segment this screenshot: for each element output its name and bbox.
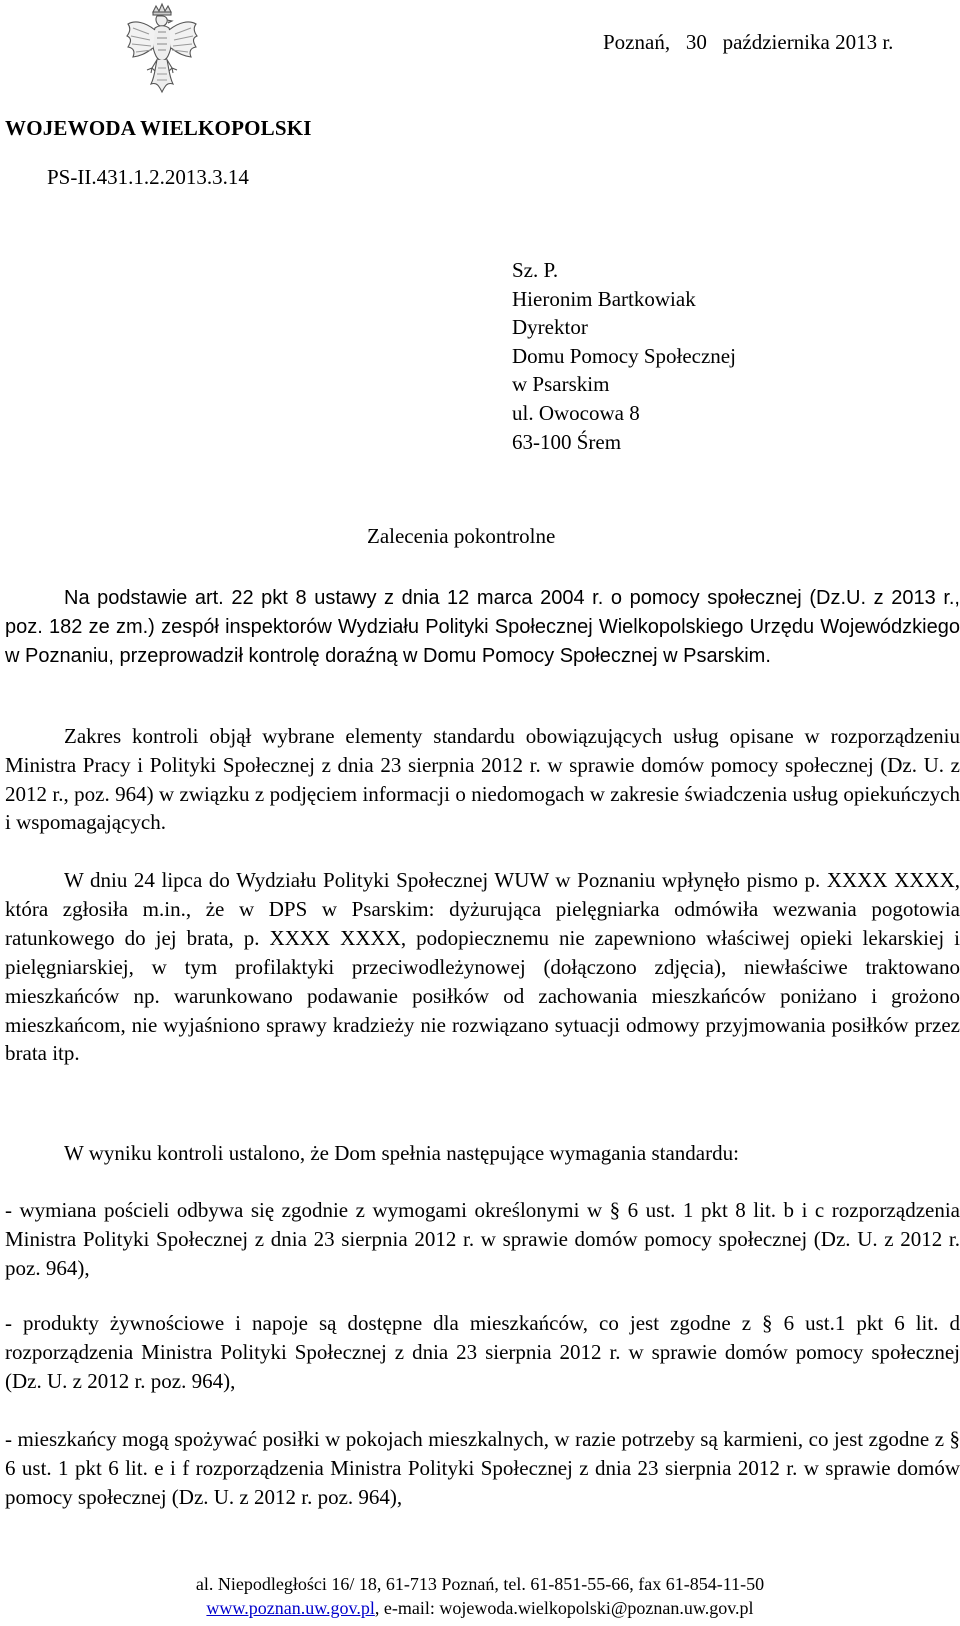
footer-email: , e-mail: wojewoda.wielkopolski@poznan.uw.gov.pl xyxy=(374,1598,754,1618)
addressee-line: Domu Pomocy Społecznej xyxy=(512,343,736,368)
finding-text: - mieszkańcy mogą spożywać posiłki w pokojach mieszkalnych, w razie potrzeby są karmieni, co jest zgodne z § 6 ust. 1 pkt 6 lit. e i f rozporządzenia Ministra Polityki Społecznej z dnia 23 sierpnia 2012 r. w sprawie domów pomocy społecznej (Dz. U. z 2012 r. poz. 964), xyxy=(5,1427,960,1509)
addressee-line: 63-100 Śrem xyxy=(512,429,622,454)
finding-item xyxy=(5,1196,960,1283)
place-date: Poznań, 30 października 2013 r. xyxy=(603,30,894,54)
finding-item xyxy=(5,1309,960,1396)
footer-address: al. Niepodległości 16/ 18, 61-713 Poznań, tel. 61-851-55-66, fax 61-854-11-50 xyxy=(195,1574,765,1594)
addressee-line: Hieronim Bartkowiak xyxy=(512,286,696,311)
finding-item xyxy=(5,1425,960,1512)
paragraph-text: W dniu 24 lipca do Wydziału Polityki Społecznej WUW w Poznaniu wpłynęło pismo p. XXXX XXXX, która zgłosiła m.in., że w DPS w Psarskim: dyżurująca pielęgniarka odmówiła wezwania pogotowia ratunkowego do jej brata, p. XXXX XXXX, podopiecznemu nie zapewniono właściwej opieki lekarskiej i pielęgniarskiej, w tym profilaktyki przeciwodleżynowej (dołączono zdjęcia), niewłaściwe traktowano mieszkańców np. warunkowano podawanie posiłków od zachowania mieszkańców poniżano i grożono mieszkańcom, nie wyjaśniono sprawy kradzieży nie rozwiązano sytuacji odmowy przyjmowania posiłków przez brata itp. xyxy=(5,868,960,1066)
addressee-line: Dyrektor xyxy=(512,315,588,340)
paragraph-scope xyxy=(5,722,960,837)
reference-number: PS-II.431.1.2.2013.3.14 xyxy=(47,165,249,189)
finding-text: - produkty żywnościowe i napoje są dostępne dla mieszkańców, co jest zgodne z § 6 ust.1 pkt 6 lit. d rozporządzenia Ministra Polityki Społecznej z dnia 23 sierpnia 2012 r. w sprawie domów pomocy społecznej (Dz. U. z 2012 r. poz. 964), xyxy=(5,1311,960,1393)
letterhead-footer xyxy=(0,1572,960,1620)
paragraph-findings-intro xyxy=(5,1139,960,1168)
paragraph-text: W wyniku kontroli ustalono, że Dom spełnia następujące wymagania standardu: xyxy=(64,1141,739,1165)
polish-eagle-emblem xyxy=(125,2,199,98)
addressee-line: w Psarskim xyxy=(512,372,610,397)
paragraph-text: Na podstawie art. 22 pkt 8 ustawy z dnia 12 marca 2004 r. o pomocy społecznej (Dz.U. z 2013 r., poz. 182 ze zm.) zespół inspektorów Wydziału Polityki Społecznej Wielkopolskiego Urzędu Wojewódzkiego w Poznaniu, przeprowadził kontrolę doraźną w Domu Pomocy Społecznej w Psarskim. xyxy=(5,587,960,667)
issuing-authority: WOJEWODA WIELKOPOLSKI xyxy=(5,116,312,140)
addressee-line: ul. Owocowa 8 xyxy=(512,400,640,425)
paragraph-complaint xyxy=(5,866,960,1068)
document-subject: Zalecenia pokontrolne xyxy=(367,524,556,548)
paragraph-legal-basis xyxy=(5,584,960,671)
footer-contact xyxy=(0,1596,960,1620)
paragraph-text: Zakres kontroli objął wybrane elementy standardu obowiązujących usług opisane w rozporządzeniu Ministra Pracy i Polityki Społecznej z dnia 23 sierpnia 2012 r. w sprawie domów pomocy społecznej (Dz. U. z 2012 r., poz. 964) w związku z podjęciem informacji o niedomogach w zakresie świadczenia usług opiekuńczych i wspomagających. xyxy=(5,724,960,835)
addressee-block xyxy=(512,256,736,456)
website-link[interactable]: www.poznan.uw.gov.pl xyxy=(206,1598,375,1618)
addressee-line: Sz. P. xyxy=(512,258,559,282)
finding-text: - wymiana pościeli odbywa się zgodnie z wymogami określonymi w § 6 ust. 1 pkt 8 lit. b i c rozporządzenia Ministra Polityki Społecznej z dnia 23 sierpnia 2012 r. w sprawie domów pomocy społecznej (Dz. U. z 2012 r. poz. 964), xyxy=(5,1198,960,1280)
